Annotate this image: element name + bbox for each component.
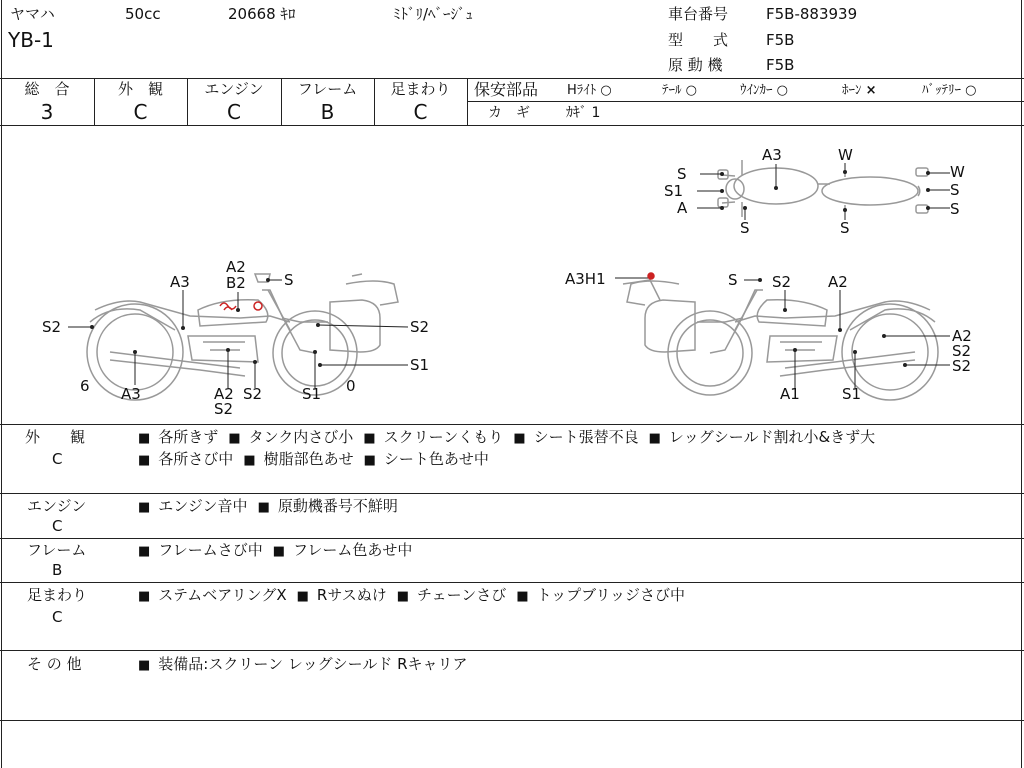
- safety-item-battery: [922, 82, 976, 100]
- mileage: 20668 ｷﾛ: [228, 5, 296, 23]
- section-frame-grade: B: [52, 561, 63, 579]
- diagram-label: A2: [214, 385, 234, 403]
- diagram-label: A2: [828, 273, 848, 291]
- grade-engine-label: エンジン: [204, 80, 264, 98]
- engine-label: 原 動 機: [668, 56, 723, 74]
- section-suspension-grade: C: [52, 608, 63, 626]
- remark-item: ■ チェーンさび: [397, 586, 507, 604]
- damage-diagram: [0, 126, 1024, 424]
- type-value: F5B: [766, 31, 795, 49]
- section-engine-line: [138, 497, 398, 517]
- section-frame-line: [138, 541, 412, 561]
- safety-item-headlight: [567, 82, 612, 100]
- divider: [0, 720, 1024, 721]
- section-exterior-line: [138, 428, 875, 448]
- safety-item-tail: [662, 82, 697, 100]
- diagram-label: S: [284, 271, 294, 289]
- section-engine-grade: C: [52, 517, 63, 535]
- remark-item: ■ フレームさび中: [138, 541, 263, 559]
- section-exterior-grade: C: [52, 450, 63, 468]
- remark-item: ■ 原動機番号不鮮明: [258, 497, 398, 515]
- diagram-label: S: [950, 181, 960, 199]
- remark-item: ■ タンク内さび小: [228, 428, 353, 446]
- diagram-label: A3: [121, 385, 141, 403]
- remark-item: ■ 各所さび中: [138, 450, 233, 468]
- safety-item-mark: ×: [865, 83, 877, 98]
- divider: [0, 650, 1024, 651]
- safety-item-name: ｳｲﾝｶｰ: [740, 83, 773, 98]
- diagram-label: A3: [762, 146, 782, 164]
- remark-item: ■ トップブリッジさび中: [516, 586, 685, 604]
- displacement: 50cc: [125, 5, 161, 23]
- safety-item-mark: ○: [600, 83, 612, 98]
- remark-item: ■ エンジン音中: [138, 497, 248, 515]
- top-view-motorcycle: [718, 160, 928, 217]
- grade-suspension-label: 足まわり: [390, 80, 451, 98]
- leader-lines: [68, 163, 950, 388]
- diagram-label: 0: [346, 377, 356, 395]
- grade-exterior-label: 外 観: [117, 80, 163, 98]
- diagram-label: S2: [772, 273, 792, 291]
- type-label: 型 式: [668, 31, 729, 49]
- remark-item: ■ ステムベアリングX: [138, 586, 287, 604]
- diagram-label: S2: [952, 342, 972, 360]
- diagram-label: A2: [952, 327, 972, 345]
- remark-item: ■ シート色あせ中: [364, 450, 489, 468]
- frame-number-label: 車台番号: [668, 5, 729, 23]
- diagram-label: B2: [226, 274, 246, 292]
- divider: [468, 101, 1024, 102]
- model-name: YB-1: [8, 28, 54, 52]
- diagram-label: S1: [842, 385, 862, 403]
- section-other-label: そ の 他: [27, 655, 82, 673]
- safety-item-mark: ○: [776, 83, 788, 98]
- diagram-label: S1: [410, 356, 430, 374]
- diagram-label: W: [838, 146, 853, 164]
- divider: [0, 582, 1024, 583]
- diagram-label: S: [740, 219, 750, 237]
- remark-item: ■ 各所きず: [138, 428, 218, 446]
- grade-engine-value: C: [227, 100, 241, 124]
- diagram-label: S2: [214, 400, 234, 418]
- diagram-label: A3: [170, 273, 190, 291]
- diagram-label: S1: [664, 182, 684, 200]
- diagram-label: S: [950, 200, 960, 218]
- diagram-label: S: [677, 165, 687, 183]
- remark-item: ■ 樹脂部色あせ: [243, 450, 353, 468]
- diagram-label: S2: [42, 318, 62, 336]
- diagram-label: S: [840, 219, 850, 237]
- maker: ヤマハ: [10, 5, 55, 23]
- divider: [467, 78, 468, 125]
- diagram-label: S2: [952, 357, 972, 375]
- diagram-label: S2: [243, 385, 263, 403]
- safety-item-winker: [740, 82, 788, 100]
- remark-item: ■ シート張替不良: [513, 428, 638, 446]
- remark-item: ■ スクリーンくもり: [363, 428, 503, 446]
- remark-item: ■ 装備品:スクリーン レッグシールド Rキャリア: [138, 655, 468, 673]
- divider: [0, 78, 1024, 79]
- safety-item-name: ﾎｰﾝ: [842, 83, 862, 98]
- safety-item-horn: [842, 82, 877, 100]
- section-other-line: [138, 655, 468, 675]
- grade-frame-label: フレーム: [297, 80, 358, 98]
- right-side-motorcycle: [623, 280, 938, 400]
- diagram-label: A2: [226, 258, 246, 276]
- key-value: ｶｷﾞ 1: [566, 105, 601, 121]
- safety-item-mark: ○: [965, 83, 977, 98]
- section-exterior-label: 外 観: [25, 428, 86, 446]
- grade-frame-value: B: [320, 100, 335, 124]
- remark-item: ■ Rサスぬけ: [297, 586, 387, 604]
- remark-item: ■ レッグシールド割れ小&きず大: [649, 428, 876, 446]
- color: ﾐﾄﾞﾘ/ﾍﾞｰｼﾞｭ: [393, 5, 474, 23]
- diagram-label: A: [677, 199, 688, 217]
- safety-label: 保安部品: [474, 80, 539, 99]
- diagram-label: A1: [780, 385, 800, 403]
- section-frame-label: フレーム: [27, 541, 87, 559]
- section-suspension-line: [138, 586, 685, 606]
- engine-value: F5B: [766, 56, 795, 74]
- diagram-label: 6: [80, 377, 90, 395]
- safety-item-mark: ○: [685, 83, 697, 98]
- key-label: カ ギ: [488, 105, 530, 121]
- section-exterior-line: [138, 450, 489, 470]
- safety-item-name: Hﾗｲﾄ: [567, 83, 597, 98]
- diagram-label: S1: [302, 385, 322, 403]
- grade-suspension-value: C: [413, 100, 428, 124]
- section-suspension-label: 足まわり: [27, 586, 88, 604]
- diagram-label: W: [950, 163, 965, 181]
- diagram-label: A3H1: [565, 270, 606, 288]
- safety-item-name: ﾃｰﾙ: [662, 83, 682, 98]
- diagram-label: S: [728, 271, 738, 289]
- section-engine-label: エンジン: [27, 497, 87, 515]
- frame-number: F5B-883939: [766, 5, 858, 23]
- divider: [0, 424, 1024, 425]
- divider: [0, 538, 1024, 539]
- remark-item: ■ フレーム色あせ中: [273, 541, 413, 559]
- grade-exterior-value: C: [133, 100, 148, 124]
- diagram-label: S2: [410, 318, 430, 336]
- safety-item-name: ﾊﾞｯﾃﾘｰ: [922, 83, 961, 98]
- divider: [0, 493, 1024, 494]
- grade-overall-label: 総 合: [24, 80, 70, 98]
- grade-overall-value: 3: [40, 100, 54, 124]
